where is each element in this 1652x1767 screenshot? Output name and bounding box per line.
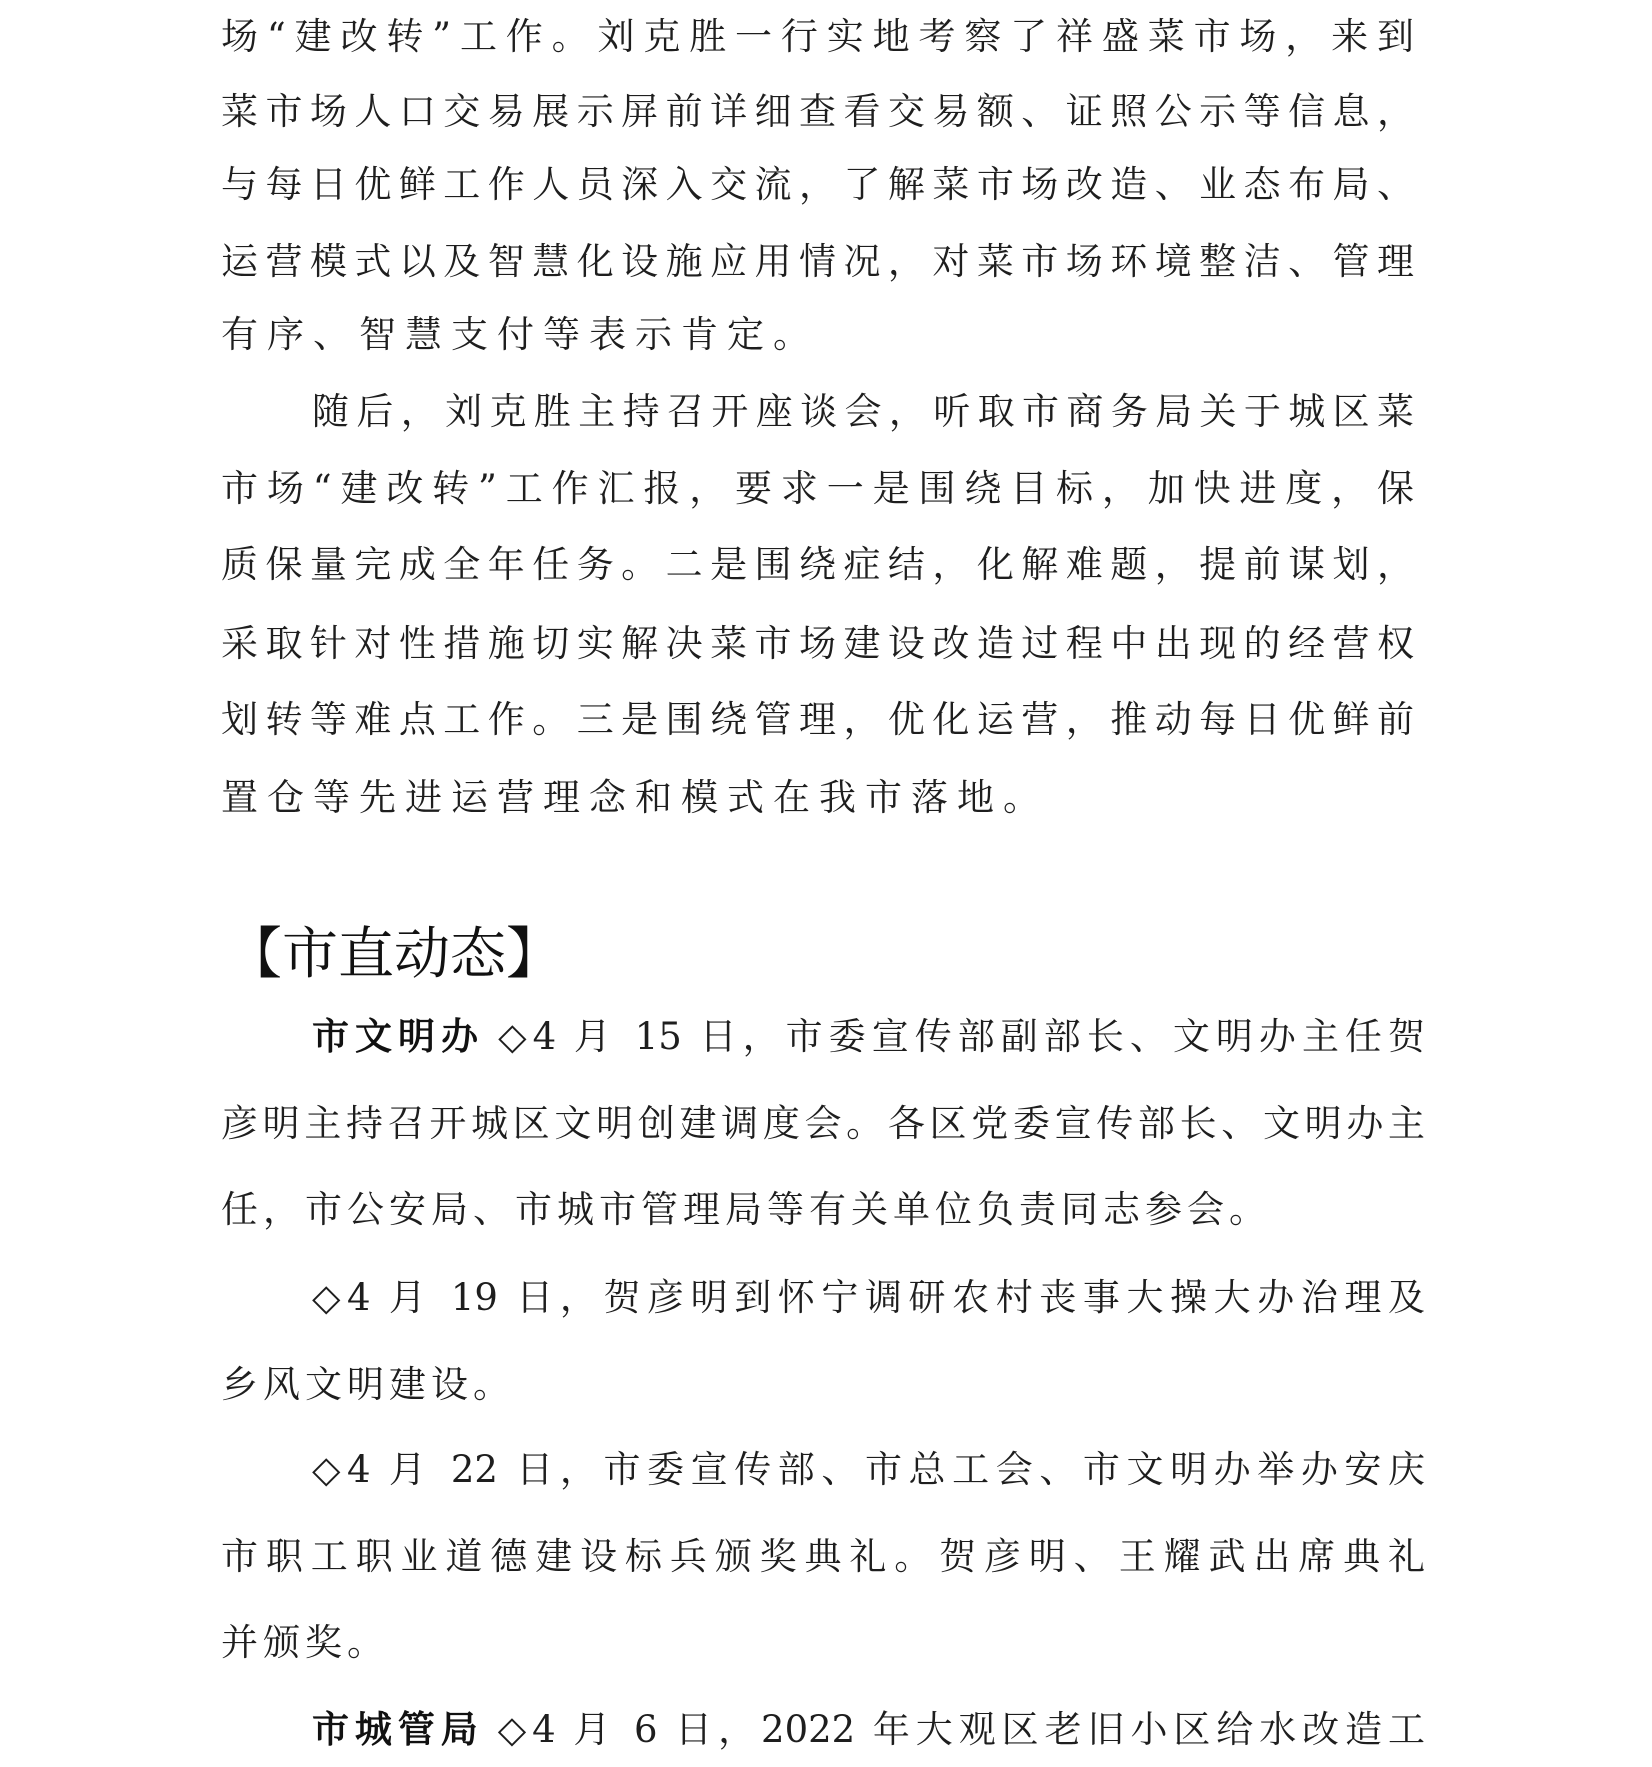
text-line: 菜市场人口交易展示屏前详细查看交易额、证照公示等信息， [221, 90, 1414, 133]
text-line: 划转等难点工作。三是围绕管理，优化运营，推动每日优鲜前 [221, 698, 1414, 741]
section-heading: 【市直动态】 [226, 922, 562, 987]
text-line [312, 1011, 1425, 1061]
text-line [312, 1704, 1425, 1754]
department-label: 市文明办 [312, 1014, 485, 1058]
text-line: 并颁奖。 [221, 1621, 389, 1664]
text-line: 与每日优鲜工作人员深入交流，了解菜市场改造、业态布局、 [221, 163, 1414, 206]
text-line: 运营模式以及智慧化设施应用情况，对菜市场环境整洁、管理 [221, 240, 1414, 283]
text-line: 任，市公安局、市城市管理局等有关单位负责同志参会。 [221, 1188, 1271, 1231]
text-line: 置仓等先进运营理念和模式在我市落地。 [221, 776, 1049, 819]
text-line: 质保量完成全年任务。二是围绕症结，化解难题，提前谋划， [221, 543, 1414, 586]
news-item-text: ◇4 月 6 日，2022 年大观区老旧小区给水改造工 [497, 1708, 1426, 1751]
department-label: 市城管局 [312, 1707, 484, 1751]
text-line: 乡风文明建设。 [221, 1363, 515, 1406]
text-line: 彦明主持召开城区文明创建调度会。各区党委宣传部长、文明办主 [221, 1102, 1425, 1145]
news-item-text: ◇4 月 15 日，市委宣传部副部长、文明办主任贺 [498, 1015, 1426, 1058]
text-line: 场“建改转”工作。刘克胜一行实地考察了祥盛菜市场，来到 [221, 15, 1414, 58]
text-line: 随后，刘克胜主持召开座谈会，听取市商务局关于城区菜 [312, 390, 1414, 433]
text-line: ◇4 月 22 日，市委宣传部、市总工会、市文明办举办安庆 [312, 1448, 1425, 1491]
text-line: 市职工职业道德建设标兵颁奖典礼。贺彦明、王耀武出席典礼 [221, 1535, 1425, 1578]
text-line: 采取针对性措施切实解决菜市场建设改造过程中出现的经营权 [221, 622, 1414, 665]
text-line: ◇4 月 19 日，贺彦明到怀宁调研农村丧事大操大办治理及 [312, 1276, 1425, 1319]
text-line: 有序、智慧支付等表示肯定。 [221, 313, 819, 356]
text-line: 市场“建改转”工作汇报，要求一是围绕目标，加快进度，保 [221, 467, 1414, 510]
